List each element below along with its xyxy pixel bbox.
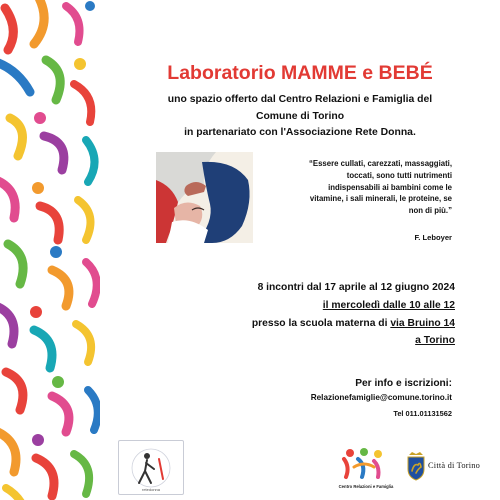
torino-logo-text: Città di Torino: [428, 461, 481, 470]
torino-crest-icon: [406, 451, 426, 481]
torino-logo: [404, 448, 496, 488]
schedule-address: via Bruino 14: [390, 317, 455, 329]
contact-phone: Tel 011.01131562: [393, 409, 452, 418]
quote-line: indispensabili ai bambini come le: [328, 182, 452, 192]
quote: [262, 158, 452, 217]
subtitle: [100, 92, 500, 142]
quote-line: “Essere cullati, carezzati, massaggiati,: [308, 159, 452, 168]
crf-logo: [330, 445, 402, 495]
mother-baby-illustration: [156, 152, 253, 243]
retedonna-logo-graphic: [119, 441, 183, 494]
crf-logo-figures: [330, 445, 402, 483]
retedonna-logo-text: retedonna: [141, 487, 161, 492]
contact-email[interactable]: Relazionefamiglie@comune.torino.it: [310, 393, 452, 402]
subtitle-line: Comune di Torino: [255, 110, 345, 122]
schedule-time: il mercoledì dalle 10 alle 12: [322, 299, 455, 311]
schedule-dates: 8 incontri dal 17 aprile al 12 giugno 2024: [257, 282, 455, 293]
quote-author: F. Leboyer: [414, 233, 452, 242]
crf-logo-text: Centro Relazioni e Famiglia: [338, 484, 394, 489]
contact-heading: Per info e iscrizioni:: [355, 378, 452, 389]
schedule: [190, 279, 455, 350]
schedule-location: [190, 315, 455, 333]
quote-line: vitamine, i sali minerali, le proteine, se: [309, 194, 452, 204]
subtitle-line: uno spazio offerto dal Centro Relazioni e Famiglia del: [167, 94, 433, 105]
dancing-figures-decoration: [0, 0, 100, 500]
schedule-city: a Torino: [415, 335, 455, 347]
schedule-location-prefix: presso la scuola materna di: [251, 317, 391, 329]
quote-line: non di più.”: [408, 206, 452, 216]
subtitle-line: in partenariato con l'Associazione Rete Donna.: [184, 127, 416, 138]
quote-line: toccati, sono tutti nutrimenti: [346, 170, 452, 180]
retedonna-logo: [118, 440, 184, 495]
page-title: Laboratorio MAMME e BEBÉ: [167, 62, 433, 84]
